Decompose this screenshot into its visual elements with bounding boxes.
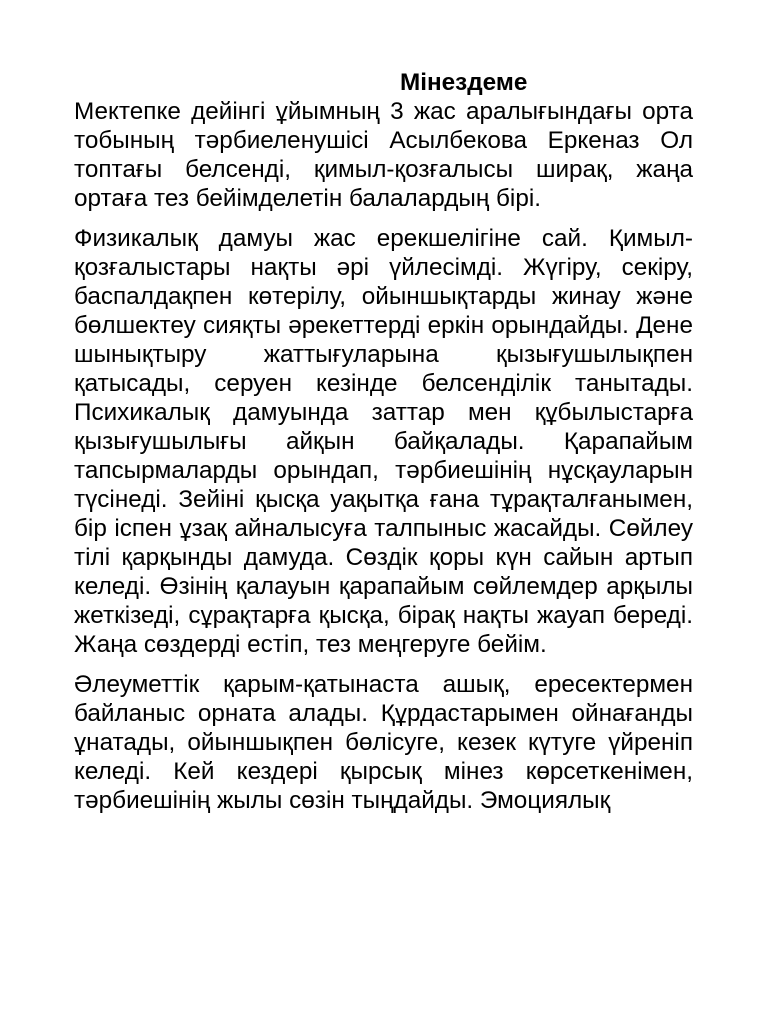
paragraph-intro: Мектепке дейінгі ұйымның 3 жас аралығындағы орта тобының тәрбиеленушісі Асылбекова Еркеназ Ол топтағы белсенді, қимыл-қозғалысы ширақ, жаңа ортаға тез бейімделетін балалардың бірі. <box>74 98 693 212</box>
document-title: Мінездеме <box>400 69 528 96</box>
document-body <box>74 68 693 815</box>
paragraph-development: Физикалық дамуы жас ерекшелігіне сай. Қимыл-қозғалыстары нақты әрі үйлесімді. Жүгіру, секіру, баспалдақпен көтерілу, ойыншықтарды жинау және бөлшектеу сияқты әрекеттерді еркін орындайды. Дене шынықтыру жаттығуларына қызығушылықпен қатысады, серуен кезінде белсенділік танытады. Психикалық дамуында заттар мен құбылыстарға қызығушылығы айқын байқалады. Қарапайым тапсырмаларды орындап, тәрбиешінің нұсқауларын түсінеді. Зейіні қысқа уақытқа ғана тұрақталғанымен, бір іспен ұзақ айналысуға талпыныс жасайды. Сөйлеу тілі қарқынды дамуда. Сөздік қоры күн сайын артып келеді. Өзінің қалауын қарапайым сөйлемдер арқылы жеткізеді, сұрақтарға қысқа, бірақ нақты жауап береді. Жаңа сөздерді естіп, тез меңгеруге бейім. <box>74 225 693 658</box>
paragraph-social: Әлеуметтік қарым-қатынаста ашық, ересектермен байланыс орната алады. Құрдастарымен ойнағанды ұнатады, ойыншықпен бөлісуге, кезек күтуге үйреніп келеді. Кей кездері қырсық мінез көрсеткенімен, тәрбиешінің жылы сөзін тыңдайды. Эмоциялық <box>74 671 693 814</box>
